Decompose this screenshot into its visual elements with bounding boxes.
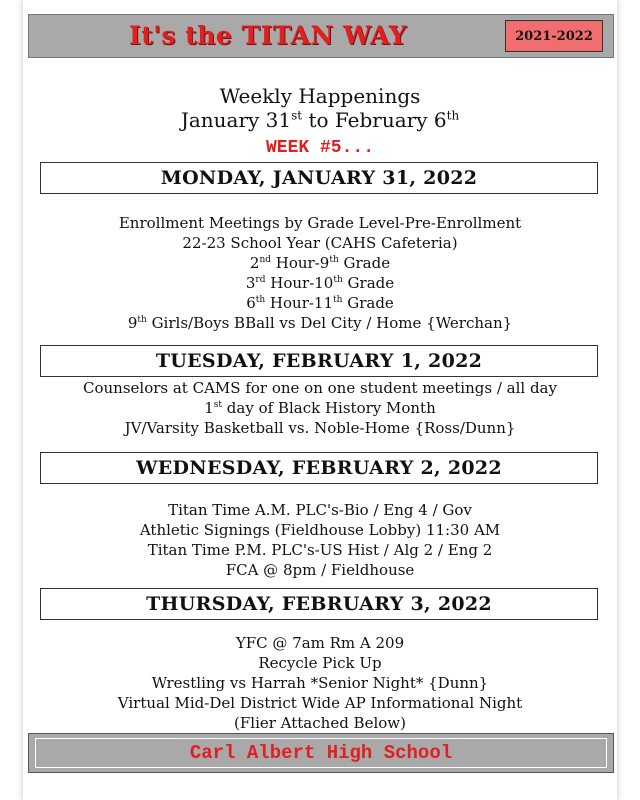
- event-item: Counselors at CAMS for one on one student meetings / all day: [83, 379, 557, 397]
- school-year-badge: 2021-2022: [505, 20, 603, 52]
- event-item: 22-23 School Year (CAHS Cafeteria): [182, 234, 458, 252]
- event-item: Recycle Pick Up: [258, 654, 382, 672]
- date-range: January 31st to February 6th: [180, 108, 460, 132]
- week-number: WEEK #5...: [265, 138, 375, 158]
- event-item: Enrollment Meetings by Grade Level-Pre-Enrollment: [118, 214, 522, 232]
- event-item: FCA @ 8pm / Fieldhouse: [225, 561, 415, 579]
- events-wednesday: [0, 500, 640, 580]
- event-item: (Flier Attached Below): [234, 714, 406, 732]
- event-item: JV/Varsity Basketball vs. Noble-Home {Ross/Dunn}: [124, 419, 516, 437]
- day-heading-tuesday: TUESDAY, FEBRUARY 1, 2022: [40, 345, 598, 377]
- header-banner: [28, 14, 614, 58]
- event-item: Athletic Signings (Fieldhouse Lobby) 11:30 AM: [139, 521, 501, 539]
- school-name: Carl Albert High School: [35, 738, 607, 768]
- event-item: Wrestling vs Harrah *Senior Night* {Dunn}: [151, 674, 489, 692]
- day-heading-wednesday: WEDNESDAY, FEBRUARY 2, 2022: [40, 452, 598, 484]
- events-tuesday: [0, 378, 640, 438]
- event-item: 6th Hour-11th Grade: [246, 294, 394, 312]
- event-item: YFC @ 7am Rm A 209: [235, 634, 405, 652]
- footer-banner: [28, 733, 614, 773]
- events-thursday: [0, 633, 640, 733]
- event-item: 3rd Hour-10th Grade: [245, 274, 395, 292]
- event-item: Titan Time P.M. PLC's-US Hist / Alg 2 / Eng 2: [147, 541, 493, 559]
- event-item: 2nd Hour-9th Grade: [249, 254, 391, 272]
- header-title: It's the TITAN WAY: [129, 21, 407, 50]
- event-item: 1st day of Black History Month: [204, 399, 436, 417]
- event-item: Titan Time A.M. PLC's-Bio / Eng 4 / Gov: [168, 501, 472, 519]
- day-heading-thursday: THURSDAY, FEBRUARY 3, 2022: [40, 588, 598, 620]
- day-heading-monday: MONDAY, JANUARY 31, 2022: [40, 162, 598, 194]
- weekly-happenings-title: Weekly Happenings: [219, 84, 421, 108]
- event-item: 9th Girls/Boys BBall vs Del City / Home {Werchan}: [127, 314, 513, 332]
- events-monday: [0, 213, 640, 333]
- event-item: Virtual Mid-Del District Wide AP Informational Night: [117, 694, 523, 712]
